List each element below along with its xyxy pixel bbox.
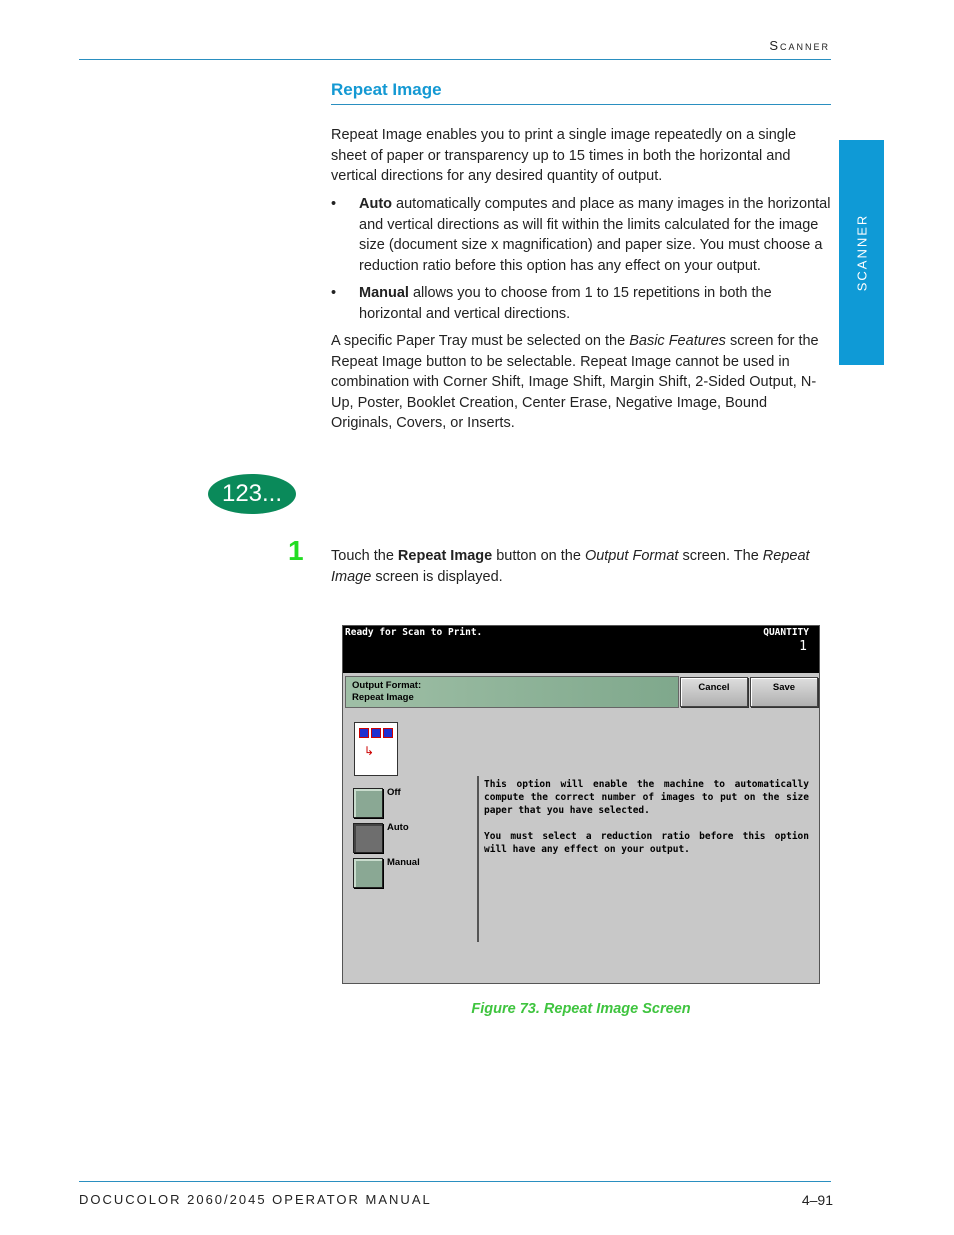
steps-badge-icon (208, 474, 296, 514)
side-tab-label: SCANNER (854, 213, 870, 292)
cancel-button[interactable]: Cancel (680, 677, 748, 707)
bullet-auto (331, 194, 831, 276)
bullet-marker: • (331, 285, 337, 301)
step-text: button on the (492, 548, 585, 564)
step-text: screen. The (678, 548, 763, 564)
chapter-side-tab (839, 140, 884, 365)
header-section-label: Scanner (769, 38, 830, 53)
para-text: A specific Paper Tray must be selected on the (331, 333, 630, 349)
intro-paragraph: Repeat Image enables you to print a single image repeatedly on a single sheet of paper or transparency up to 15 times in both the horizontal and vertical directions for any desired quantity of output. (331, 127, 797, 184)
bullet-manual (331, 283, 831, 324)
off-option-button[interactable] (353, 788, 383, 818)
auto-option-button[interactable] (353, 823, 383, 853)
option-note: You must select a reduction ratio before this option will have any effect on your output. (484, 831, 809, 855)
para-italic: Basic Features (629, 333, 726, 349)
auto-option-label: Auto (387, 822, 409, 833)
repeat-image-icon (354, 722, 398, 776)
footer-page-number: 4–91 (801, 1192, 833, 1208)
step-instruction (331, 546, 831, 587)
manual-option-label: Manual (387, 857, 420, 868)
arrow-icon: ↳ (364, 744, 375, 758)
bullet-text (359, 283, 831, 324)
figure-icon (359, 728, 369, 738)
step-italic: Output Format (584, 548, 679, 564)
step-text: Touch the (331, 548, 398, 564)
para-text: screen for the Repeat Image button to be selectable. Repeat Image cannot be used in combination with Corner Shift, Image Shift, Margin Shift, 2-Sided Output, N-Up, Poster, Booklet Creation, Center Erase, Negative Image, Bound Originals, Covers, or Inserts. (331, 333, 819, 431)
header-rule (79, 59, 831, 60)
bullet-desc: allows you to choose from 1 to 15 repetitions in both the horizontal and vertical directions. (359, 285, 772, 322)
bullet-term: Auto (359, 196, 393, 212)
figure-icon (383, 728, 393, 738)
option-description: This option will enable the machine to automatically compute the correct number of images to put on the size paper that you have selected. (484, 779, 809, 816)
screen-title-bar (345, 676, 679, 708)
step-bold: Repeat Image (397, 548, 493, 564)
manual-option-button[interactable] (353, 858, 383, 888)
footer-rule (79, 1181, 831, 1182)
section-title: Repeat Image (331, 80, 442, 99)
off-option-label: Off (387, 787, 401, 798)
bullet-term: Manual (359, 285, 409, 301)
quantity-label: QUANTITY (763, 627, 809, 638)
quantity-value: 1 (799, 639, 807, 654)
screen-title-line2: Repeat Image (352, 692, 414, 703)
bullet-marker: • (331, 196, 337, 212)
running-header (0, 38, 830, 53)
side-tab-label-wrap (839, 140, 884, 365)
screen-divider (477, 776, 479, 942)
step-text: screen is displayed. (371, 568, 503, 585)
steps-badge-label: 123... (221, 480, 283, 507)
section-title-rule (331, 104, 831, 105)
figure-caption: Figure 73. Repeat Image Screen (471, 1001, 691, 1017)
bullet-text (359, 194, 831, 276)
paper-tray-paragraph (331, 331, 831, 434)
screen-title-line1: Output Format: (352, 680, 422, 691)
step-italic: Repeat Image (331, 548, 810, 585)
save-button[interactable]: Save (750, 677, 818, 707)
repeat-image-screen-figure (342, 625, 820, 984)
screen-message-bar (343, 626, 819, 673)
figure-icon (371, 728, 381, 738)
step-number: 1 (288, 535, 304, 566)
screen-status-text: Ready for Scan to Print. (345, 627, 483, 638)
footer-manual-title: DOCUCOLOR 2060/2045 OPERATOR MANUAL (79, 1192, 432, 1207)
bullet-desc: automatically computes and place as many images in the horizontal and vertical directions as will fit within the limits calculated for the image size (document size x magnification) and paper size. You must choose a reduction ratio before this option has any effect on your output. (359, 196, 831, 274)
